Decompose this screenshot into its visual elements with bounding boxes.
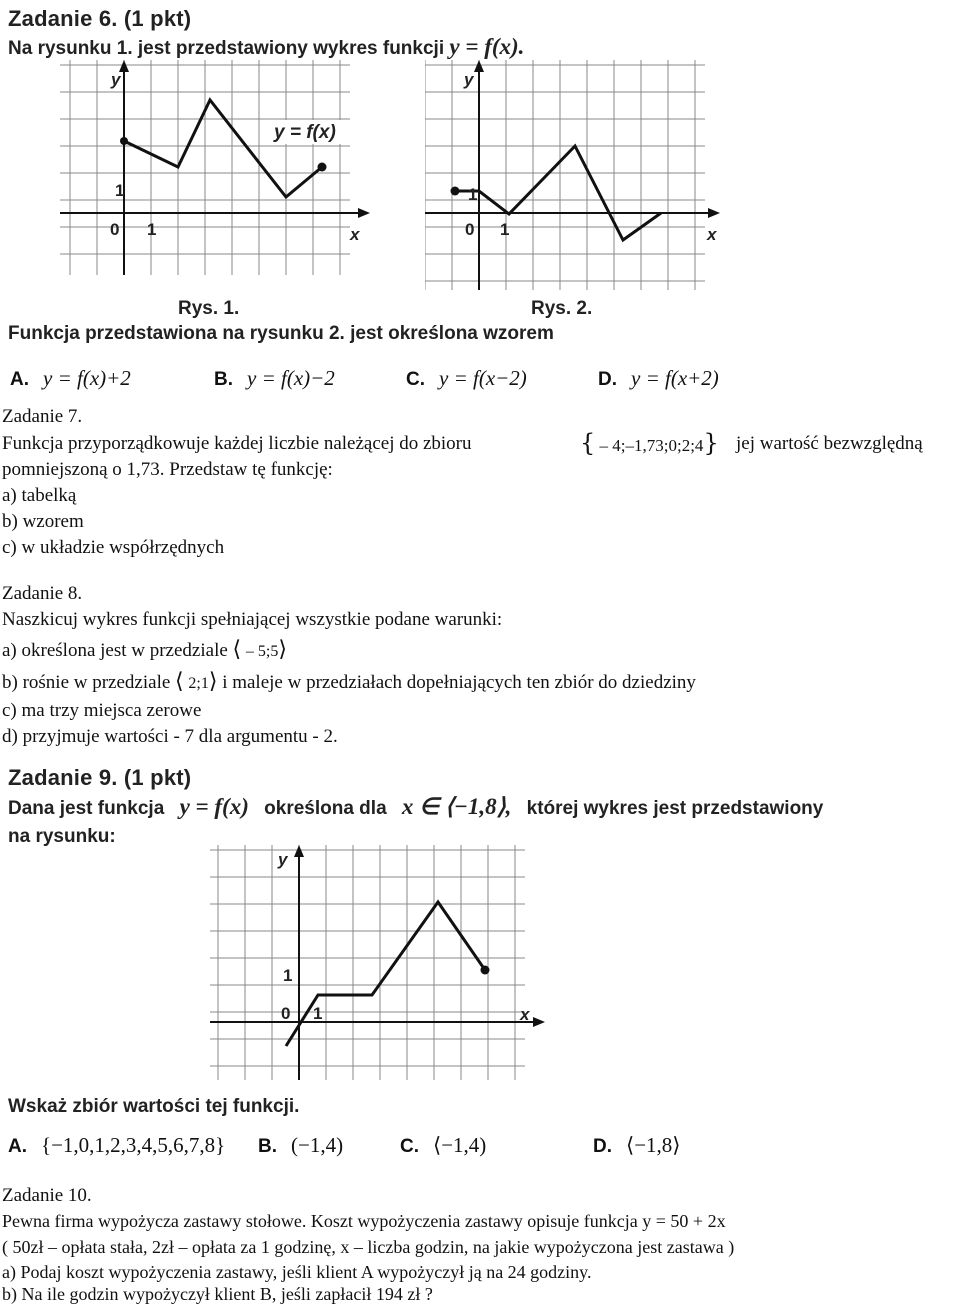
rys2-caption: Rys. 2. — [531, 298, 593, 319]
task8-b-interval: 2;1 — [188, 675, 209, 692]
task7-set-values: – 4;–1,73;0;2;4 — [599, 436, 704, 455]
task9-zero: 0 — [281, 1004, 291, 1023]
task7-line1-left: Funkcja przyporządkowuje każdej liczbie należącej do zbioru — [2, 433, 472, 454]
rys1-graph — [60, 60, 390, 320]
task10-line2: ( 50zł – opłata stała, 2zł – opłata za 1 godzinę, x – liczba godzin, na jakie wypożyczona jest zastawa ) — [2, 1237, 735, 1257]
task9-answer-c — [400, 1133, 486, 1158]
answer-letter: A. — [10, 369, 29, 390]
task7-set: { – 4;–1,73;0;2;4} — [580, 429, 719, 457]
rys2-x-one: 1 — [500, 220, 510, 239]
rys2-curve — [455, 146, 661, 240]
rys1-grid — [60, 60, 350, 275]
answer-text: ⟨−1,4) — [433, 1133, 487, 1157]
task7-line2: pomniejszoną o 1,73. Przedstaw tę funkcję: — [2, 459, 333, 480]
answer-text: (−1,4) — [291, 1133, 344, 1157]
task8-intro: Naszkicuj wykres funkcji spełniającej wszystkie podane warunki: — [2, 609, 503, 630]
task9-line2: na rysunku: — [8, 826, 116, 847]
task9-y-label: y — [278, 850, 288, 869]
rys1-y-arrow — [119, 60, 129, 72]
answer-text: ⟨−1,8⟩ — [626, 1133, 681, 1157]
rys2-x-label: x — [707, 225, 717, 244]
task9-curve — [286, 902, 485, 1046]
task8-a-label: a) określona jest w przedziale — [2, 640, 228, 661]
answer-letter: C. — [400, 1136, 419, 1157]
task6-answer-c — [406, 366, 527, 391]
answer-text: {−1,0,1,2,3,4,5,6,7,8} — [41, 1133, 226, 1157]
answer-letter: B. — [258, 1136, 277, 1157]
rys2-x-arrow — [708, 208, 720, 218]
task9-y-arrow — [294, 845, 304, 857]
answer-text: y = f(x+2) — [631, 366, 719, 390]
rys1-zero: 0 — [110, 220, 120, 239]
task6-answer-d — [598, 366, 719, 391]
task7-line1-right: jej wartość bezwzględną — [736, 433, 923, 454]
task6-intro-formula: y = f(x). — [449, 34, 525, 59]
answer-text: y = f(x)−2 — [247, 366, 335, 390]
rys1-x-label: x — [350, 225, 360, 244]
task8-b-rest: i maleje w przedziałach dopełniających ten zbiór do dziedziny — [222, 672, 696, 693]
task7-item-a: a) tabelką — [2, 485, 77, 506]
rys2-y-arrow — [474, 60, 484, 72]
task9-line1-a: Dana jest funkcja — [8, 798, 165, 819]
task9-grid — [210, 845, 525, 1080]
rys2-y-one: 1 — [468, 185, 478, 204]
task9-line1 — [8, 794, 823, 820]
task6-question: Funkcja przedstawiona na rysunku 2. jest określona wzorem — [8, 323, 554, 344]
answer-text: y = f(x−2) — [439, 366, 527, 390]
task9-heading: Zadanie 9. (1 pkt) — [8, 765, 192, 790]
rys2-start-point — [451, 187, 460, 196]
rys2-graph — [425, 60, 735, 320]
rys1-y-label: y — [111, 70, 121, 89]
rys1-x-one: 1 — [147, 220, 157, 239]
rys2-grid — [425, 60, 705, 290]
rys1-start-point — [120, 137, 128, 145]
task9-line1-c: której wykres jest przedstawiony — [526, 798, 824, 819]
task6-answer-b — [214, 366, 335, 391]
task8-item-d: d) przyjmuje wartości - 7 dla argumentu - 2. — [2, 726, 338, 747]
task9-line1-b: określona dla — [264, 798, 387, 819]
task8-heading: Zadanie 8. — [2, 583, 83, 604]
task6-intro-text: Na rysunku 1. jest przedstawiony wykres funkcji — [8, 38, 445, 59]
task6-answer-a — [10, 366, 131, 391]
task6-intro — [8, 34, 524, 60]
task9-x-arrow — [533, 1017, 545, 1027]
answer-text: y = f(x)+2 — [43, 366, 131, 390]
task10-item-a: a) Podaj koszt wypożyczenia zastawy, jeśli klient A wypożyczył ją na 24 godziny. — [2, 1262, 592, 1282]
task8-item-c: c) ma trzy miejsca zerowe — [2, 700, 202, 721]
task8-item-b: b) rośnie w przedziale ⟨ 2;1⟩ i maleje w przedziałach dopełniających ten zbiór do dziedziny — [2, 669, 696, 694]
rys2-y-label: y — [464, 70, 474, 89]
task9-x-one: 1 — [313, 1004, 323, 1023]
rys1-y-one: 1 — [115, 181, 125, 200]
answer-letter: B. — [214, 369, 233, 390]
task9-x-label: x — [520, 1005, 530, 1024]
task9-end-point — [481, 966, 490, 975]
task7-item-c: c) w układzie współrzędnych — [2, 537, 225, 558]
task6-heading: Zadanie 6. (1 pkt) — [8, 6, 192, 31]
task8-item-a: a) określona jest w przedziale ⟨ – 5;5⟩ — [2, 637, 287, 662]
answer-letter: D. — [593, 1136, 612, 1157]
answer-letter: A. — [8, 1136, 27, 1157]
task9-domain: x ∈ ⟨−1,8⟩, — [401, 794, 512, 819]
rys1-x-arrow — [358, 208, 370, 218]
rys1-curve-label: y = f(x) — [274, 122, 336, 143]
task9-formula: y = f(x) — [179, 794, 249, 819]
rys1-end-point — [318, 163, 327, 172]
rys2-zero: 0 — [465, 220, 475, 239]
task8-b-label: b) rośnie w przedziale — [2, 672, 171, 693]
task10-line1: Pewna firma wypożycza zastawy stołowe. Koszt wypożyczenia zastawy opisuje funkcja y = 50 + 2x — [2, 1211, 726, 1231]
task7-item-b: b) wzorem — [2, 511, 84, 532]
task9-graph — [210, 845, 560, 1085]
task9-answer-d — [593, 1133, 680, 1158]
answer-letter: D. — [598, 369, 617, 390]
task8-a-interval: – 5;5 — [245, 643, 279, 660]
answer-letter: C. — [406, 369, 425, 390]
task9-answer-b — [258, 1133, 343, 1158]
task9-question: Wskaż zbiór wartości tej funkcji. — [8, 1096, 300, 1117]
task9-answer-a — [8, 1133, 225, 1158]
task10-heading: Zadanie 10. — [2, 1185, 92, 1206]
rys1-caption: Rys. 1. — [178, 298, 240, 319]
task10-item-b: b) Na ile godzin wypożyczył klient B, jeśli zapłacił 194 zł ? — [2, 1284, 433, 1304]
rys1-curve — [124, 100, 322, 197]
task9-y-one: 1 — [283, 966, 293, 985]
task7-heading: Zadanie 7. — [2, 406, 83, 427]
